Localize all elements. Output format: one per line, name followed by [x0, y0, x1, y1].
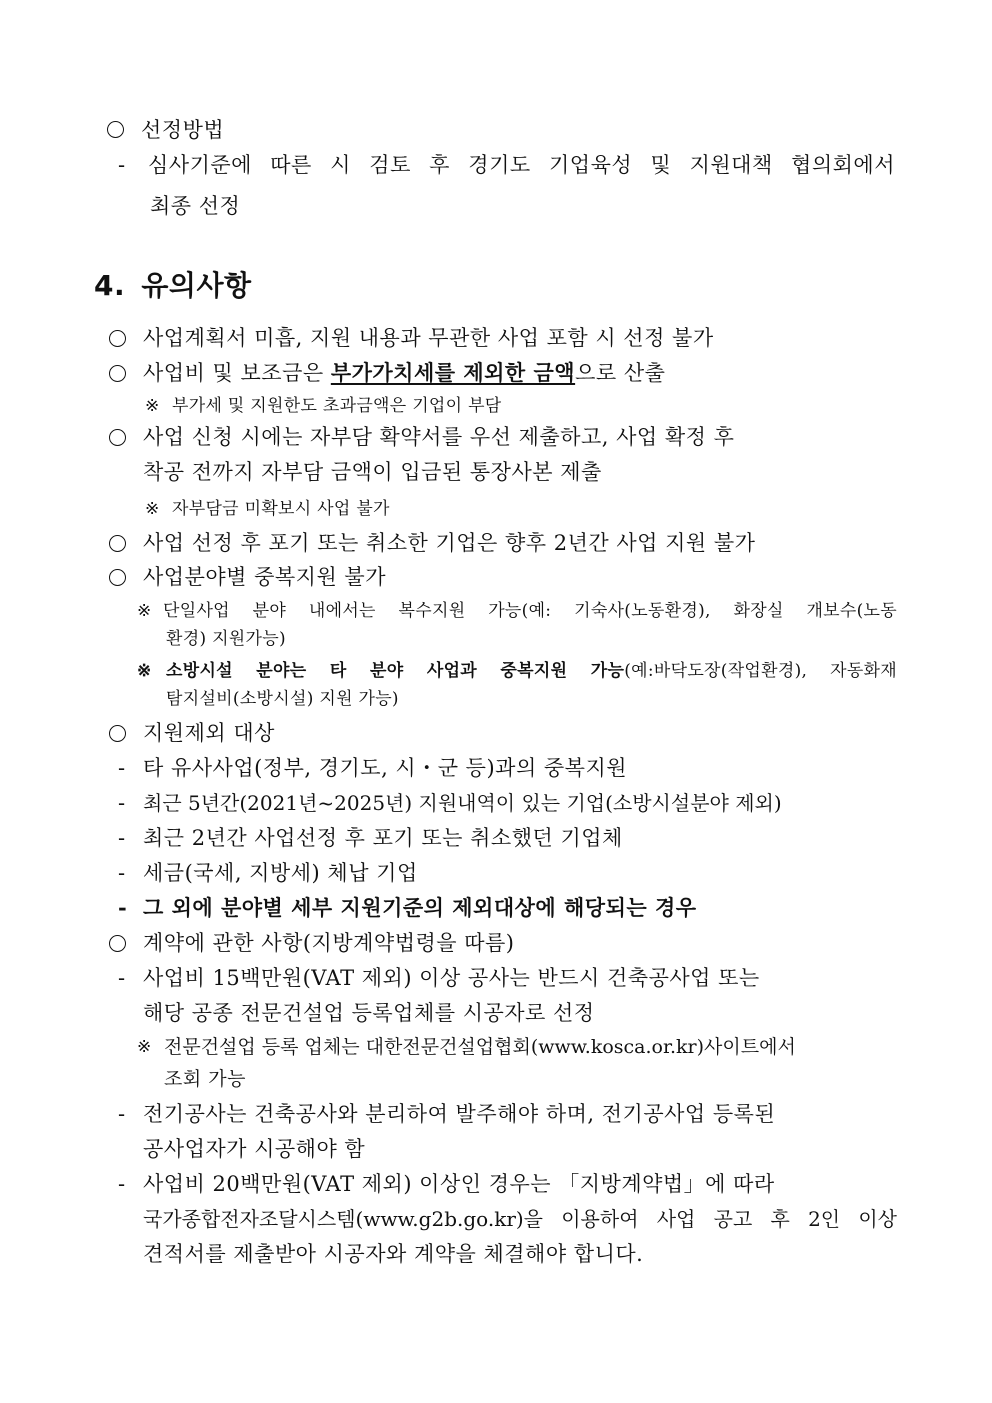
heading-text: 유의사항 — [141, 269, 252, 302]
note-c5: 사업분야별 중복지원 불가 — [143, 565, 386, 589]
note-c2-bold: 부가가치세를 제외한 금액 — [330, 360, 576, 385]
reference-mark-icon: ※ — [137, 1037, 152, 1057]
note-c7-sub-a: 전문건설업 등록 업체는 대한전문건설업협회(www.kosca.or.kr)사이트에서 — [164, 1036, 796, 1058]
note-c7-d1-b: 해당 공종 전문건설업 등록업체를 시공자로 선정 — [143, 1001, 595, 1025]
circle-bullet-icon — [109, 725, 126, 742]
note-c5-sub2-b: 탐지설비(소방시설) 지원 가능) — [166, 689, 399, 709]
note-c6-d2: 최근 5년간(2021년~2025년) 지원내역이 있는 기업(소방시설분야 제외) — [143, 791, 782, 815]
dash-bullet: - — [118, 791, 126, 815]
selection-item-1-cont: 최종 선정 — [150, 194, 241, 218]
note-c3-b: 착공 전까지 자부담 금액이 입금된 통장사본 제출 — [143, 460, 602, 484]
selection-title: 선정방법 — [141, 118, 225, 142]
circle-bullet-icon — [109, 365, 126, 382]
note-c5-sub2-rest: (예:바닥도장(작업환경), 자동화재 — [624, 661, 897, 681]
note-c3-a: 사업 신청 시에는 자부담 확약서를 우선 제출하고, 사업 확정 후 — [143, 425, 735, 449]
reference-mark-icon: ※ — [137, 601, 152, 621]
note-c7-d3-a: 사업비 20백만원(VAT 제외) 이상인 경우는 「지방계약법」에 따라 — [143, 1172, 775, 1196]
note-c6-d3: 최근 2년간 사업선정 후 포기 또는 취소했던 기업체 — [143, 826, 623, 850]
note-c5-sub1-a: 단일사업 분야 내에서는 복수지원 가능(예: 기숙사(노동환경), 화장실 개보수(노동 — [163, 601, 897, 621]
circle-bullet-icon — [109, 569, 126, 586]
note-c1: 사업계획서 미흡, 지원 내용과 무관한 사업 포함 시 선정 불가 — [143, 326, 714, 350]
note-c6-d5: 그 외에 분야별 세부 지원기준의 제외대상에 해당되는 경우 — [143, 895, 697, 920]
dash-bullet: - — [118, 861, 126, 885]
circle-bullet-icon — [109, 429, 126, 446]
dash-bullet: - — [118, 153, 126, 177]
section-heading — [94, 268, 252, 304]
note-c5-sub2-bold: 소방시설 분야는 타 분야 사업과 중복지원 가능 — [166, 661, 625, 681]
dash-bullet: - — [118, 895, 128, 920]
reference-mark-icon: ※ — [145, 396, 160, 416]
note-c2 — [143, 359, 665, 387]
circle-bullet-icon — [107, 121, 124, 138]
note-c6-d4: 세금(국세, 지방세) 체납 기업 — [143, 861, 418, 885]
note-c7-sub-b: 조회 가능 — [164, 1068, 246, 1090]
dash-bullet: - — [118, 1102, 126, 1126]
dash-bullet: - — [118, 826, 126, 850]
note-c7-d2-b: 공사업자가 시공해야 함 — [143, 1137, 366, 1161]
note-c6: 지원제외 대상 — [143, 721, 275, 745]
note-c2-post: 으로 산출 — [575, 361, 666, 385]
reference-mark-icon: ※ — [137, 661, 152, 681]
note-c5-sub1-b: 환경) 지원가능) — [166, 629, 286, 649]
note-c7-d3-b: 국가종합전자조달시스템(www.g2b.go.kr)을 이용하여 사업 공고 후 2인 이상 — [143, 1207, 897, 1231]
circle-bullet-icon — [109, 330, 126, 347]
note-c7-d3-c: 견적서를 제출받아 시공자와 계약을 체결해야 합니다. — [143, 1242, 644, 1266]
reference-mark-icon: ※ — [145, 499, 160, 519]
selection-item-1: 심사기준에 따른 시 검토 후 경기도 기업육성 및 지원대책 협의회에서 — [148, 153, 895, 177]
dash-bullet: - — [118, 966, 126, 990]
heading-number: 4. — [94, 269, 126, 302]
dash-bullet: - — [118, 756, 126, 780]
note-c6-d1: 타 유사사업(정부, 경기도, 시・군 등)과의 중복지원 — [143, 756, 628, 780]
note-c3-sub: 자부담금 미확보시 사업 불가 — [172, 499, 390, 519]
circle-bullet-icon — [109, 935, 126, 952]
dash-bullet: - — [118, 1172, 126, 1196]
note-c7-d2-a: 전기공사는 건축공사와 분리하여 발주해야 하며, 전기공사업 등록된 — [143, 1102, 776, 1126]
note-c4: 사업 선정 후 포기 또는 취소한 기업은 향후 2년간 사업 지원 불가 — [143, 531, 756, 555]
note-c2-pre: 사업비 및 보조금은 — [143, 361, 331, 385]
note-c5-sub2-a — [166, 659, 897, 683]
note-c7-d1-a: 사업비 15백만원(VAT 제외) 이상 공사는 반드시 건축공사업 또는 — [143, 966, 760, 990]
note-c7: 계약에 관한 사항(지방계약법령을 따름) — [143, 931, 515, 955]
note-c2-sub: 부가세 및 지원한도 초과금액은 기업이 부담 — [172, 396, 502, 416]
circle-bullet-icon — [109, 535, 126, 552]
